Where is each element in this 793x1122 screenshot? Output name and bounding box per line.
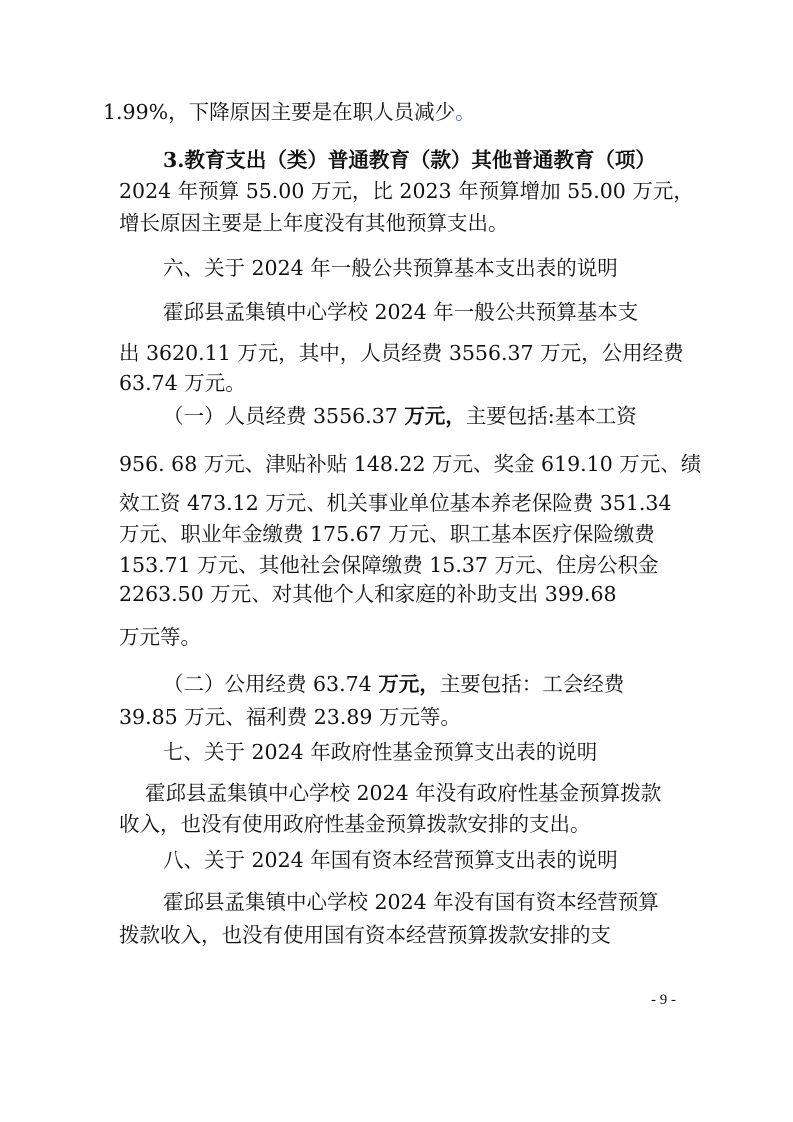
body-line: 万元等。 [119,625,201,649]
body-line: 63.74 万元。 [119,371,246,395]
body-line: （二）公用经费 63.74 万元，主要包括：工会经费 [163,672,625,696]
body-line: 霍邱县孟集镇中心学校 2024 年没有国有资本经营预算 [163,890,659,914]
body-line: 收入，也没有使用政府性基金预算拨款安排的支出。 [119,812,591,836]
body-line: 万元、职业年金缴费 175.67 万元、职工基本医疗保险缴费 [119,522,655,546]
body-line: 1.99%，下降原因主要是在职人员减少。 [103,100,476,124]
section-heading: 3.教育支出（类）普通教育（款）其他普通教育（项） [163,148,656,172]
body-line: 效工资 473.12 万元、机关事业单位基本养老保险费 351.34 [119,491,672,515]
body-line: （一）人员经费 3556.37 万元，主要包括:基本工资 [163,404,637,428]
section-heading: 六、关于 2024 年一般公共预算基本支出表的说明 [163,256,618,280]
section-heading: 八、关于 2024 年国有资本经营预算支出表的说明 [163,848,618,872]
body-line: 霍邱县孟集镇中心学校 2024 年没有政府性基金预算拨款 [145,781,662,805]
body-line: 2263.50 万元、对其他个人和家庭的补助支出 399.68 [119,582,617,606]
body-line: 153.71 万元、其他社会保障缴费 15.37 万元、住房公积金 [119,553,659,577]
page-number: - 9 - [651,992,676,1008]
body-line: 39.85 万元、福利费 23.89 万元等。 [119,705,461,729]
body-line: 增长原因主要是上年度没有其他预算支出。 [119,211,509,235]
body-line: 拨款收入，也没有使用国有资本经营预算拨款安排的支 [119,923,611,947]
section-heading: 七、关于 2024 年政府性基金预算支出表的说明 [163,740,598,764]
body-line: 霍邱县孟集镇中心学校 2024 年一般公共预算基本支 [163,300,639,324]
body-line: 956. 68 万元、津贴补贴 148.22 万元、奖金 619.10 万元、绩 [119,452,702,476]
body-line: 出 3620.11 万元，其中，人员经费 3556.37 万元，公用经费 [119,341,684,365]
body-line: 2024 年预算 55.00 万元，比 2023 年预算增加 55.00 万元， [119,179,694,203]
